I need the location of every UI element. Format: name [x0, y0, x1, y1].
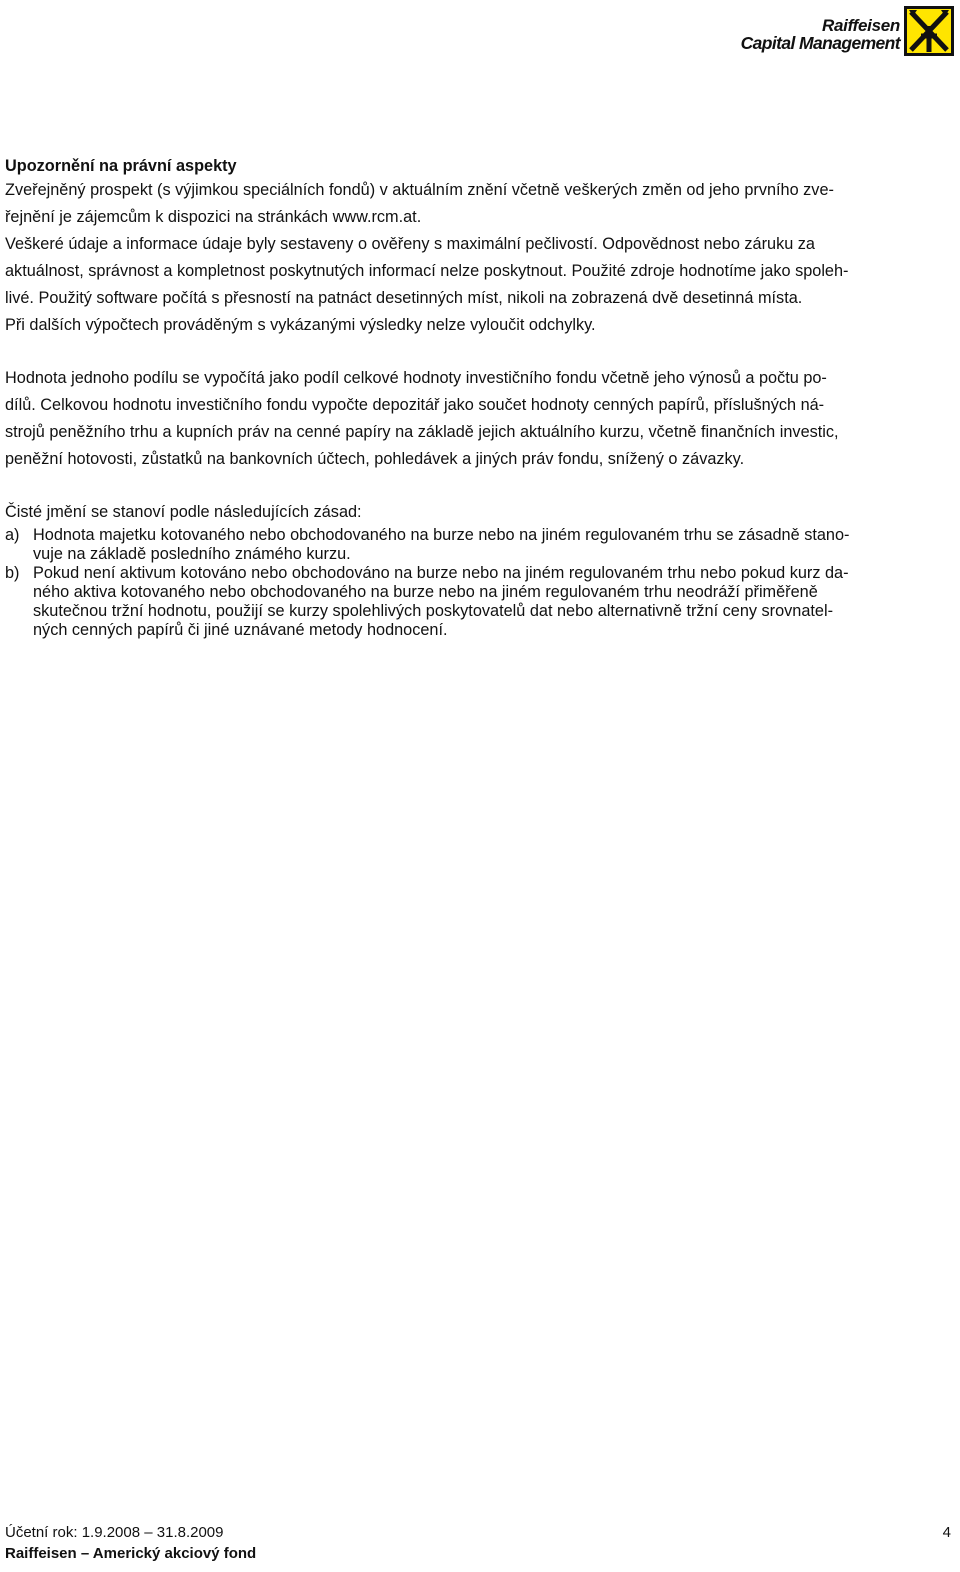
unit-value-paragraph	[5, 365, 950, 473]
raiffeisen-logo	[722, 6, 954, 56]
list-marker: a)	[5, 526, 20, 544]
text-line: Veškeré údaje a informace údaje byly sestaveny o ověřeny s maximální pečlivostí. Odpovědnost nebo záruku za	[5, 235, 815, 253]
text-line: Hodnota majetku kotovaného nebo obchodovaného na burze nebo na jiném regulovaném trhu se zásadně stano-	[33, 526, 850, 544]
text-line: livé. Použitý software počítá s přesností na patnáct desetinných míst, nikoli na zobrazená dvě desetinná místa.	[5, 289, 803, 307]
fund-name: Raiffeisen – Americký akciový fond	[5, 1545, 257, 1562]
text-line: ných cenných papírů či jiné uznávané metody hodnocení.	[33, 621, 448, 639]
list-marker: b)	[5, 564, 20, 582]
net-assets-intro: Čisté jmění se stanoví podle následujících zásad:	[5, 503, 362, 521]
page-footer	[5, 1522, 951, 1564]
principle-item-b	[5, 564, 950, 640]
principle-item-a	[5, 526, 950, 564]
logo-text-line2: Capital Management	[740, 33, 900, 53]
page-number: 4	[942, 1524, 951, 1541]
text-line: vuje na základě posledního známého kurzu.	[33, 545, 351, 563]
legal-notice-paragraph-1	[5, 177, 950, 339]
fiscal-year: Účetní rok: 1.9.2008 – 31.8.2009	[5, 1524, 224, 1541]
text-line: Hodnota jednoho podílu se vypočítá jako podíl celkové hodnoty investičního fondu včetně jeho výnosů a počtu po-	[5, 369, 827, 387]
legal-notice	[5, 155, 950, 640]
text-line: dílů. Celkovou hodnotu investičního fondu vypočte depozitář jako součet hodnoty cenných papírů, příslušných ná-	[5, 396, 825, 414]
text-line: aktuálnost, správnost a kompletnost poskytnutých informací nelze poskytnout. Použité zdroje hodnotíme jako spoleh-	[5, 262, 849, 280]
raiffeisen-gable-cross-icon	[904, 6, 954, 56]
text-line: Při dalších výpočtech prováděným s vykázanými výsledky nelze vyloučit odchylky.	[5, 316, 596, 334]
text-line: řejnění je zájemcům k dispozici na stránkách www.rcm.at.	[5, 208, 422, 226]
text-line: strojů peněžního trhu a kupních práv na cenné papíry na základě jejich aktuálního kurzu, včetně finančních investic,	[5, 423, 839, 441]
legal-notice-heading: Upozornění na právní aspekty	[5, 157, 237, 175]
text-line: Zveřejněný prospekt (s výjimkou speciálních fondů) v aktuálním znění včetně veškerých změn od jeho prvního zve-	[5, 181, 834, 199]
text-line: ného aktiva kotovaného nebo obchodovaného na burze nebo na jiném regulovaném trhu neodráží přiměřeně	[33, 583, 818, 601]
text-line: peněžní hotovosti, zůstatků na bankovních účtech, pohledávek a jiných práv fondu, snížený o závazky.	[5, 450, 745, 468]
text-line: Pokud není aktivum kotováno nebo obchodováno na burze nebo na jiném regulovaném trhu nebo pokud kurz da-	[33, 564, 849, 582]
text-line: skutečnou tržní hodnotu, použijí se kurzy spolehlivých poskytovatelů dat nebo alternativně tržní ceny srovnatel-	[33, 602, 834, 620]
logo-text-line1: Raiffeisen	[822, 16, 900, 35]
